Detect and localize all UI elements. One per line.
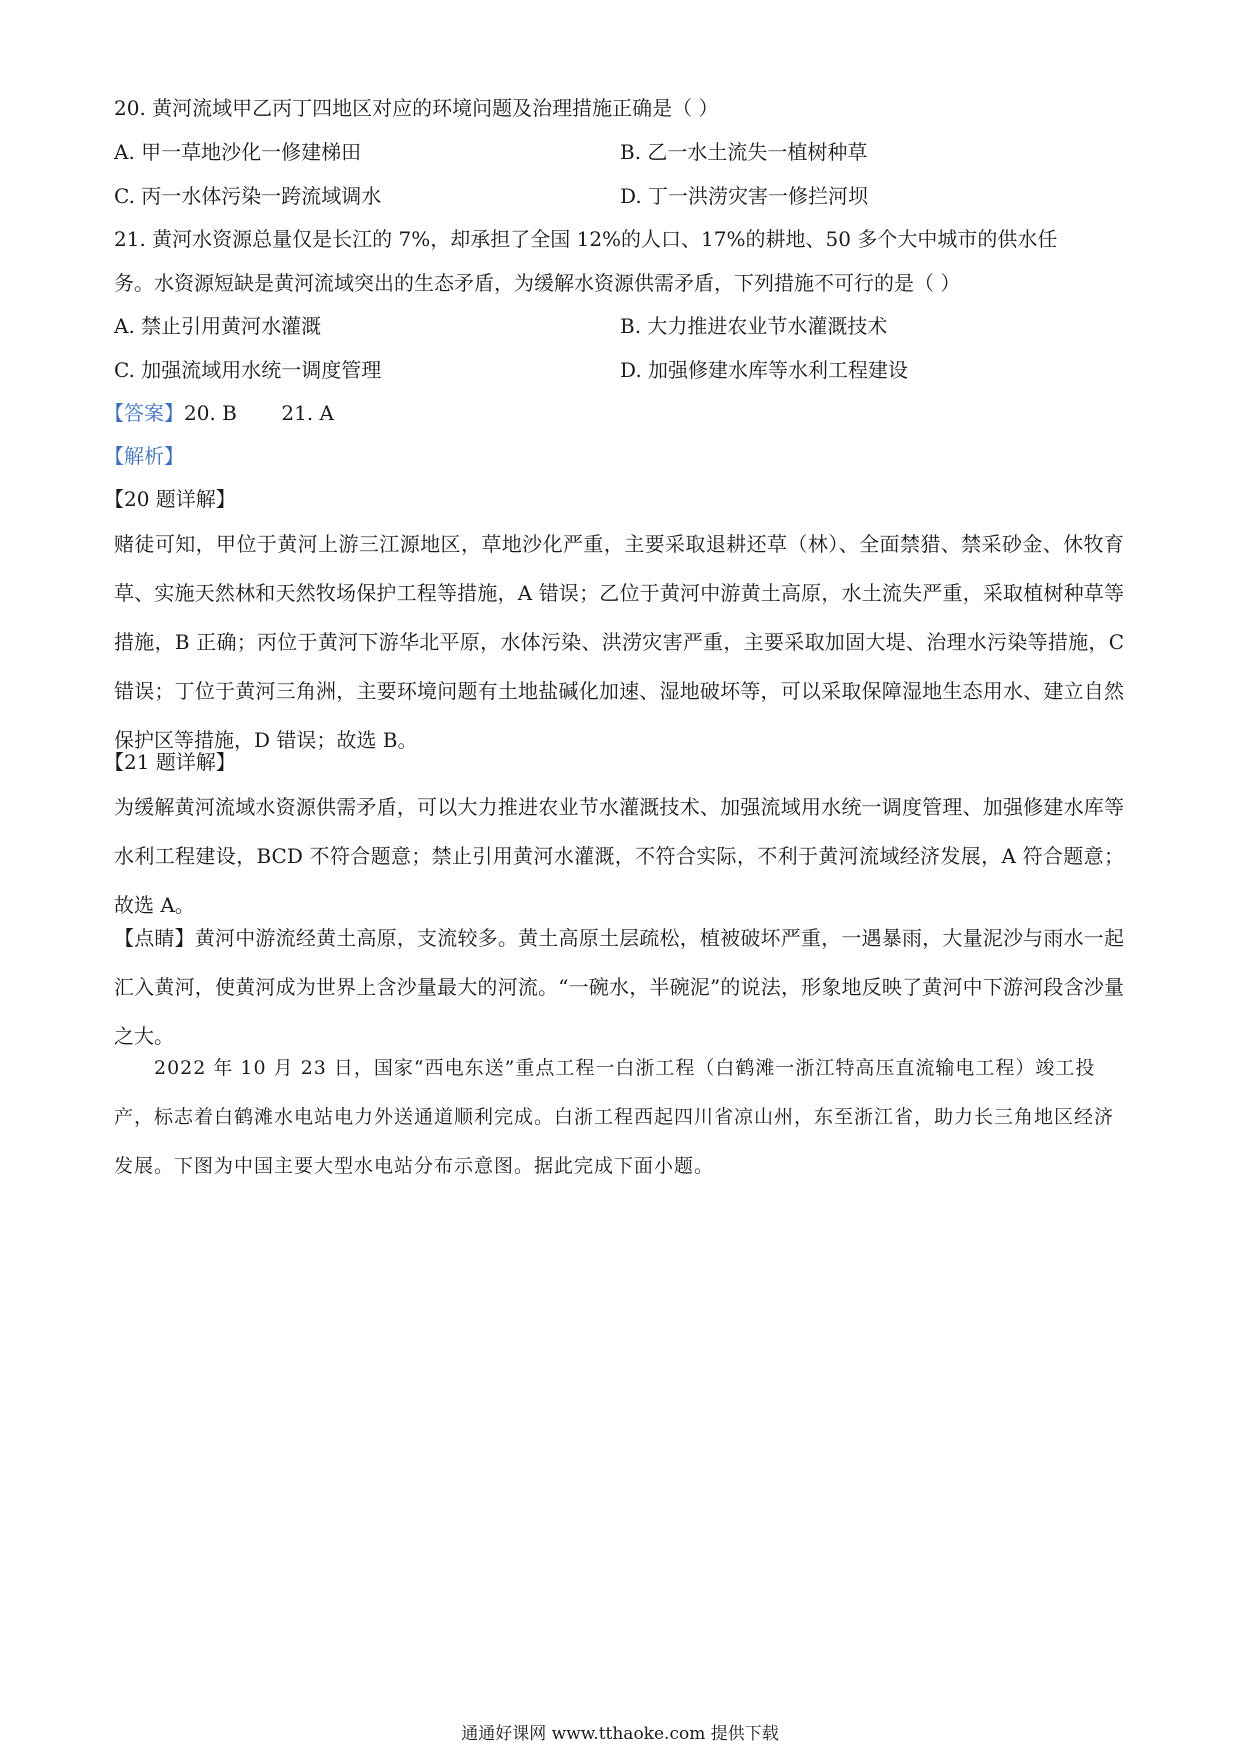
q20-option-d: D. 丁一洪涝灾害一修拦河坝 <box>620 184 869 208</box>
q21-option-b: B. 大力推进农业节水灌溉技术 <box>620 314 888 338</box>
detail21-title: 【21 题详解】 <box>104 750 236 774</box>
footer-watermark: 通通好课网 www.tthaoke.com 提供下载 <box>461 1724 779 1744</box>
intro-passage: 2022 年 10 月 23 日，国家“西电东送”重点工程一白浙工程（白鹤滩一浙江特高压直流输电工程）竣工投产，标志着白鹤滩水电站电力外送通道顺利完成。白浙工程西起四川省凉山州，东至浙江省，助力长三角地区经济发展。下图为中国主要大型水电站分布示意图。据此完成下面小题。 <box>114 1057 1115 1177</box>
q20-stem: 20. 黄河流域甲乙丙丁四地区对应的环境问题及治理措施正确是（ ） <box>114 96 719 120</box>
q21-stem-line1: 21. 黄河水资源总量仅是长江的 7%，却承担了全国 12%的人口、17%的耕地、50 多个大中城市的供水任 <box>114 227 1058 251</box>
answer-text: 20. B 21. A <box>184 401 334 425</box>
q20-option-a: A. 甲一草地沙化一修建梯田 <box>114 140 362 164</box>
answer-tag: 【答案】 <box>104 401 184 425</box>
answer-line <box>104 398 334 428</box>
q21-option-d: D. 加强修建水库等水利工程建设 <box>620 358 909 382</box>
analysis-tag: 【解析】 <box>104 444 184 468</box>
q20-option-b: B. 乙一水土流失一植树种草 <box>620 140 868 164</box>
q21-option-c: C. 加强流域用水统一调度管理 <box>114 358 382 382</box>
q20-option-c: C. 丙一水体污染一跨流域调水 <box>114 184 382 208</box>
detail20-title: 【20 题详解】 <box>104 487 236 511</box>
dianjing-body: 【点睛】黄河中游流经黄土高原，支流较多。黄土高原土层疏松，植被破坏严重，一遇暴雨，大量泥沙与雨水一起汇入黄河，使黄河成为世界上含沙量最大的河流。“一碗水，半碗泥”的说法，形象地反映了黄河中下游河段含沙量之大。 <box>114 926 1124 1048</box>
q21-option-a: A. 禁止引用黄河水灌溉 <box>114 314 322 338</box>
detail21-body: 为缓解黄河流域水资源供需矛盾，可以大力推进农业节水灌溉技术、加强流域用水统一调度管理、加强修建水库等水利工程建设，BCD 不符合题意；禁止引用黄河水灌溉，不符合实际，不利于黄河流域经济发展，A 符合题意；故选 A。 <box>114 795 1124 917</box>
q21-stem-line2: 务。水资源短缺是黄河流域突出的生态矛盾，为缓解水资源供需矛盾，下列措施不可行的是（ ） <box>114 271 961 295</box>
detail20-body: 赌徒可知，甲位于黄河上游三江源地区，草地沙化严重，主要采取退耕还草（林）、全面禁猎、禁采砂金、休牧育草、实施天然林和天然牧场保护工程等措施，A 错误；乙位于黄河中游黄土高原，水土流失严重，采取植树种草等措施，B 正确；丙位于黄河下游华北平原，水体污染、洪涝灾害严重，主要采取加固大堤、治理水污染等措施，C 错误；丁位于黄河三角洲，主要环境问题有土地盐碱化加速、湿地破坏等，可以采取保障湿地生态用水、建立自然保护区等措施，D 错误；故选 B。 <box>114 532 1124 752</box>
